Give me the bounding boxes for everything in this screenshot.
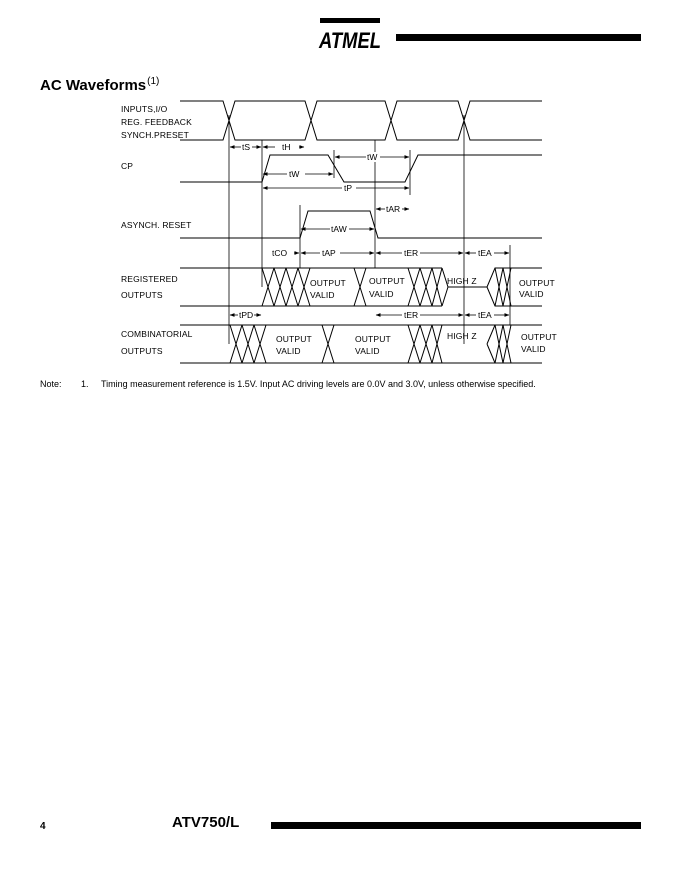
page-number: 4	[40, 821, 46, 832]
state-valid: VALID	[310, 290, 335, 300]
signal-label-cp: CP	[121, 161, 134, 171]
timing-ts: tS	[242, 142, 251, 152]
state-output: OUTPUT	[355, 334, 391, 344]
svg-text:ATMEL: ATMEL	[318, 28, 381, 53]
document-name: ATV750/L	[172, 814, 240, 831]
timing-ter-combinatorial: tER	[404, 310, 419, 320]
note-text: Timing measurement reference is 1.5V. Input AC driving levels are 0.0V and 3.0V, unless otherwise specified.	[101, 379, 536, 389]
note-label: Note:	[40, 379, 62, 389]
inputs-waveform	[180, 101, 542, 140]
timing-diagram	[0, 0, 680, 400]
signal-label-registered-outputs: OUTPUTS	[121, 290, 163, 300]
state-valid: VALID	[355, 346, 380, 356]
timing-tw-high: tW	[367, 152, 378, 162]
state-output: OUTPUT	[521, 332, 557, 342]
reference-lines	[229, 115, 510, 344]
state-output: OUTPUT	[369, 276, 405, 286]
title-footnote-ref: (1)	[147, 76, 160, 87]
timing-tar: tAR	[386, 204, 401, 214]
section-title-text: AC Waveforms	[40, 77, 147, 94]
timing-tea-registered: tEA	[478, 248, 492, 258]
timing-ter-registered: tER	[404, 248, 419, 258]
signal-label-inputs: INPUTS,I/O	[121, 104, 168, 114]
state-valid: VALID	[521, 344, 546, 354]
note-number: 1.	[81, 379, 89, 389]
signal-label-combinatorial-outputs: OUTPUTS	[121, 346, 163, 356]
state-high-z: HIGH Z	[447, 331, 477, 341]
timing-tco: tCO	[272, 248, 288, 258]
state-output: OUTPUT	[310, 278, 346, 288]
signal-label-synch-preset: SYNCH.PRESET	[121, 130, 189, 140]
timing-taw: tAW	[331, 224, 347, 234]
cp-waveform	[180, 155, 542, 182]
async-reset-waveform	[180, 211, 542, 238]
signal-label-async-reset: ASYNCH. RESET	[121, 220, 192, 230]
state-valid: VALID	[519, 289, 544, 299]
timing-tap: tAP	[322, 248, 336, 258]
registered-outputs-waveform	[180, 268, 542, 306]
state-high-z: HIGH Z	[447, 276, 477, 286]
timing-tea-combinatorial: tEA	[478, 310, 492, 320]
state-output: OUTPUT	[276, 334, 312, 344]
timing-tw-low: tW	[289, 169, 300, 179]
state-valid: VALID	[276, 346, 301, 356]
signal-label-registered: REGISTERED	[121, 274, 178, 284]
timing-th: tH	[282, 142, 291, 152]
timing-tpd: tPD	[239, 310, 254, 320]
footer-rule	[271, 822, 641, 829]
state-output: OUTPUT	[519, 278, 555, 288]
state-valid: VALID	[369, 289, 394, 299]
signal-label-combinatorial: COMBINATORIAL	[121, 329, 193, 339]
signal-label-reg-feedback: REG. FEEDBACK	[121, 117, 192, 127]
timing-tp: tP	[344, 183, 353, 193]
